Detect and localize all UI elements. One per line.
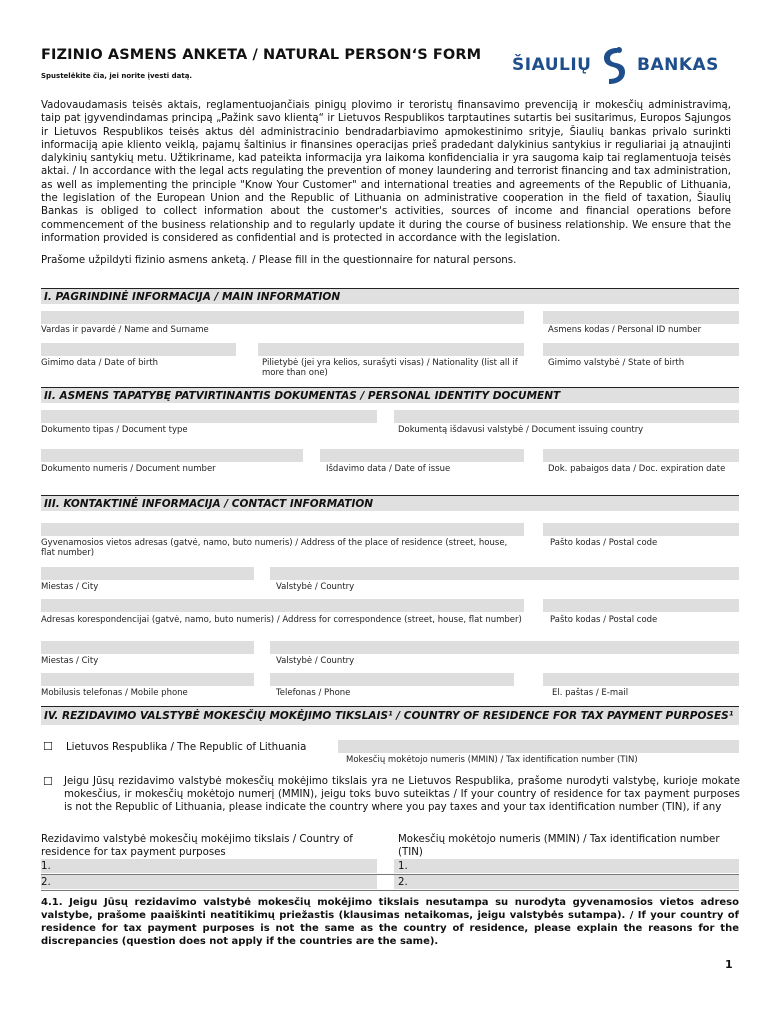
other-country-option-label: Jeigu Jūsų rezidavimo valstybė mokesčių mokėjimo tikslais yra ne Lietuvos Respublika, prašome nurodyti valstybę, kurioje mokate mokesčius, ir mokesčių mokėtojo numerį (MMIN), jeigu toks buvo suteiktas / If your country of residence for tax payment purposes is not the Republic of Lithuania, please indicate the country where you pay taxes and your tax identification number (TIN), if any	[64, 776, 740, 813]
name-label: Vardas ir pavardė / Name and Surname	[41, 325, 209, 335]
form-title: FIZINIO ASMENS ANKETA / NATURAL PERSON‘S FORM	[41, 47, 482, 63]
name-field[interactable]	[41, 311, 524, 324]
correspondence-address-field[interactable]	[41, 599, 524, 612]
postal-code-1-label: Pašto kodas / Postal code	[550, 538, 658, 548]
country-2-label: Valstybė / Country	[276, 656, 355, 666]
postal-code-2-label: Pašto kodas / Postal code	[550, 615, 658, 625]
country-1-label: Valstybė / Country	[276, 582, 355, 592]
fill-instruction: Prašome užpildyti fizinio asmens anketą. / Please fill in the questionnaire for natural persons.	[41, 255, 517, 266]
tin-row-2-number: 2.	[398, 877, 408, 888]
city-1-label: Miestas / City	[41, 582, 99, 592]
tin-1-field[interactable]	[394, 859, 739, 873]
doc-number-label: Dokumento numeris / Document number	[41, 464, 216, 474]
section-identity-document: II. ASMENS TAPATYBĘ PATVIRTINANTIS DOKUMENTAS / PERSONAL IDENTITY DOCUMENT	[41, 387, 739, 403]
logo-mark-icon	[595, 45, 629, 85]
tin-column-header: Mokesčių mokėtojo numeris (MMIN) / Tax identification number (TIN)	[398, 834, 720, 858]
tin-row-1-number: 1.	[398, 861, 408, 872]
row-2-number: 2.	[41, 877, 51, 888]
section-main-information: I. PAGRINDINĖ INFORMACIJA / MAIN INFORMATION	[41, 288, 739, 304]
nationality-field[interactable]	[258, 343, 524, 356]
row-1-number: 1.	[41, 861, 51, 872]
phone-field[interactable]	[270, 673, 514, 686]
doc-country-field[interactable]	[394, 410, 739, 423]
birth-state-field[interactable]	[543, 343, 739, 356]
nationality-label: Pilietybė (jei yra kelios, surašyti visas) / Nationality (list all if more than one)	[262, 358, 518, 378]
other-country-checkbox[interactable]: ☐	[43, 775, 53, 788]
date-hint[interactable]: Spustelėkite čia, jei norite įvesti datą.	[41, 72, 193, 80]
city-1-field[interactable]	[41, 567, 254, 580]
logo-text-left: ŠIAULIŲ	[512, 55, 592, 75]
page-number: 1	[725, 958, 733, 971]
residence-address-field[interactable]	[41, 523, 524, 536]
tax-country-column-header: Rezidavimo valstybė mokesčių mokėjimo tikslais / Country of residence for tax payment purposes	[41, 834, 353, 858]
section-tax-residence: IV. REZIDAVIMO VALSTYBĖ MOKESČIŲ MOKĖJIMO TIKSLAIS¹ / COUNTRY OF RESIDENCE FOR TAX PAYMENT PURPOSES¹	[41, 706, 739, 725]
country-1-field[interactable]	[270, 567, 739, 580]
mobile-label: Mobilusis telefonas / Mobile phone	[41, 688, 188, 698]
logo-text-right: BANKAS	[637, 55, 719, 75]
expiry-date-field[interactable]	[543, 449, 739, 462]
lithuania-option-label: Lietuvos Respublika / The Republic of Lithuania	[66, 742, 307, 753]
email-field[interactable]	[543, 673, 739, 686]
correspondence-address-label: Adresas korespondencijai (gatvė, namo, buto numeris) / Address for correspondence (street, house, flat number)	[41, 615, 522, 625]
email-label: El. paštas / E-mail	[552, 688, 629, 698]
tax-country-1-field[interactable]	[41, 859, 377, 873]
city-2-field[interactable]	[41, 641, 254, 654]
personal-id-label: Asmens kodas / Personal ID number	[548, 325, 702, 335]
question-4-1: 4.1. Jeigu Jūsų rezidavimo valstybė mokesčių mokėjimo tikslais nesutampa su nurodyta gyvenamosios vietos adreso valstybe, prašome paaiškinti neatitikimų priežastis (klausimas netaikomas, jeigu valstybės sutampa). / If your country of residence for tax payment purposes is not the same as the country of residence, please explain the reasons for the discrepancies (question does not apply if the countries are the same).	[41, 897, 739, 947]
tin-2-field[interactable]	[394, 875, 739, 889]
lithuania-tin-label: Mokesčių mokėtojo numeris (MMIN) / Tax identification number (TIN)	[346, 755, 638, 765]
intro-paragraph: Vadovaudamasis teisės aktais, reglamentuojančiais pinigų plovimo ir teroristų finansavimo prevenciją ir mokesčių administravimą, taip pat įgyvendindamas principą „Pažink savo klientą“ ir Lietuvos Respublikos tarptautines sutartis bei susitarimus, Europos Sąjungos ir Lietuvos Respublikos teisės aktus dėl administracinio bendradarbiavimo apmokestinimo srityje, Šiaulių bankas privalo surinkti informaciją apie kliento veiklą, pajamų šaltinius ir finansines operacijas prieš pradedant dalykinius santykius ir reguliariai ją atnaujinti dalykinių santykių metu. Užtikriname, kad pateikta informacija yra laikoma konfidencialia ir yra saugoma kaip tai reglamentuoja teisės aktai. / In accordance with the legal acts regulating the prevention of money laundering and terrorist financing and tax administration, as well as implementing the principle "Know Your Customer" and international treaties and agreements of the Republic of Lithuania, the legislation of the European Union and the Republic of Lithuania on administrative cooperation in the field of taxation, Šiaulių Bankas is obliged to collect information about the customer's activities, sources of income and financial operations before commencement of the business relationship and to regularly update it during the course of business relationship. We ensure that the information provided is considered as confidential and is protected in accordance with the legislation.	[41, 100, 731, 244]
city-2-label: Miestas / City	[41, 656, 99, 666]
section-contact-information: III. KONTAKTINĖ INFORMACIJA / CONTACT INFORMATION	[41, 495, 739, 511]
personal-id-field[interactable]	[543, 311, 739, 324]
doc-type-field[interactable]	[41, 410, 377, 423]
lithuania-checkbox[interactable]: ☐	[43, 740, 53, 753]
doc-type-label: Dokumento tipas / Document type	[41, 425, 188, 435]
bank-logo	[512, 45, 722, 85]
row-divider	[41, 890, 739, 891]
issue-date-field[interactable]	[320, 449, 524, 462]
postal-code-2-field[interactable]	[543, 599, 739, 612]
phone-label: Telefonas / Phone	[276, 688, 351, 698]
dob-label: Gimimo data / Date of birth	[41, 358, 159, 368]
postal-code-1-field[interactable]	[543, 523, 739, 536]
country-2-field[interactable]	[270, 641, 739, 654]
mobile-field[interactable]	[41, 673, 254, 686]
issue-date-label: Išdavimo data / Date of issue	[326, 464, 451, 474]
birth-state-label: Gimimo valstybė / State of birth	[548, 358, 685, 368]
tax-country-2-field[interactable]	[41, 875, 377, 889]
lithuania-tin-field[interactable]	[338, 740, 739, 753]
doc-number-field[interactable]	[41, 449, 303, 462]
residence-address-label: Gyvenamosios vietos adresas (gatvė, namo, buto numeris) / Address of the place of residence (street, house, flat number)	[41, 538, 508, 558]
dob-field[interactable]	[41, 343, 236, 356]
expiry-date-label: Dok. pabaigos data / Doc. expiration date	[548, 464, 726, 474]
doc-country-label: Dokumentą išdavusi valstybė / Document issuing country	[398, 425, 644, 435]
